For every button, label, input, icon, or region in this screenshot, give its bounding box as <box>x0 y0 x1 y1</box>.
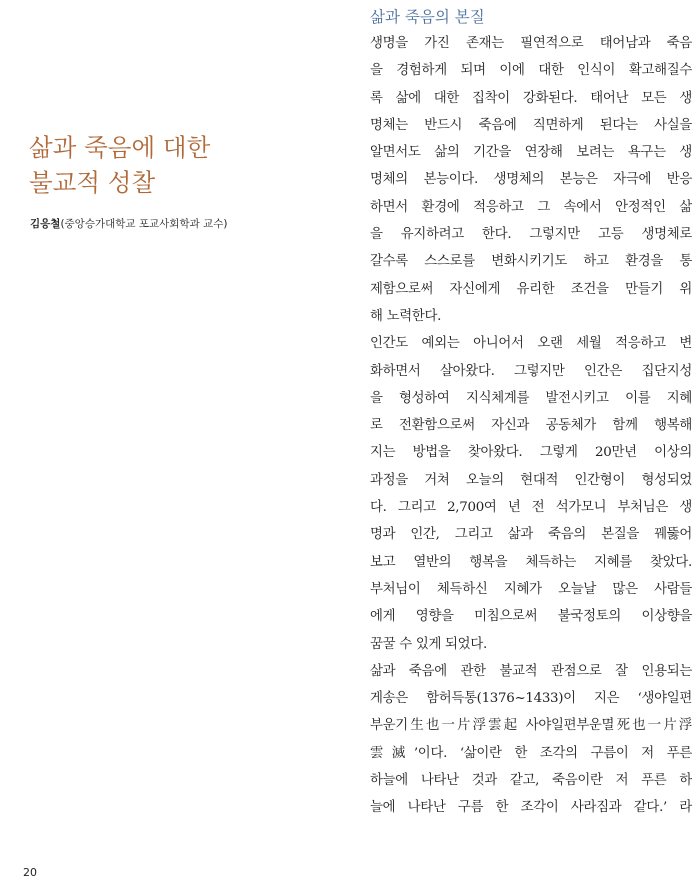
body-line: 에게 영향을 미침으로써 불국정토의 이상향을 <box>370 609 692 625</box>
body-text <box>370 30 692 822</box>
body-line: 화하면서 살아왔다. 그렇지만 인간은 집단지성 <box>370 363 692 379</box>
author-byline <box>30 217 330 231</box>
article-title-line-2: 불교적 성찰 <box>29 168 156 197</box>
body-line: 하면서 환경에 적응하고 그 속에서 안정적인 삶 <box>370 199 692 215</box>
body-line: 雲滅’이다. ‘삶이란 한 조각의 구름이 저 푸른 <box>370 745 692 761</box>
body-line: 명체는 반드시 죽음에 직면하게 된다는 사실을 <box>370 117 692 133</box>
body-line: 명과 인간, 그리고 삶과 죽음의 본질을 꿰뚫어 <box>370 527 692 543</box>
body-line: 게송은 함허득통(1376~1433)이 지은 ‘생야일편 <box>370 691 692 707</box>
body-line: 명체의 본능이다. 생명체의 본능은 자극에 반응 <box>370 172 692 188</box>
author-affiliation: (중앙승가대학교 포교사회학과 교수) <box>60 218 228 230</box>
body-line: 생명을 가진 존재는 필연적으로 태어남과 죽음 <box>370 36 692 51</box>
body-line: 알면서도 삶의 기간을 연장해 보려는 욕구는 생 <box>370 145 692 161</box>
article-title <box>29 130 329 200</box>
body-line: 부운기生也一片浮雲起 사야일편부운멸死也一片浮 <box>370 718 692 734</box>
body-line: 해 노력한다. <box>370 308 442 324</box>
body-line: 하늘에 나타난 것과 같고, 죽음이란 저 푸른 하 <box>370 773 692 789</box>
body-line: 부처님이 체득하신 지혜가 오늘날 많은 사람들 <box>370 581 692 597</box>
body-line: 갈수록 스스로를 변화시키기도 하고 환경을 통 <box>370 254 692 270</box>
page-number: 20 <box>23 866 37 879</box>
body-line: 로 전환함으로써 자신과 공동체가 함께 행복해 <box>370 418 692 434</box>
body-line: 늘에 나타난 구름 한 조각이 사라짐과 같다.’ 라 <box>370 800 692 816</box>
body-line: 과정을 거쳐 오늘의 현대적 인간형이 형성되었 <box>370 472 692 488</box>
body-line: 인간도 예외는 아니어서 오랜 세월 적응하고 변 <box>370 336 692 352</box>
body-line: 을 형성하여 지식체계를 발전시키고 이를 지혜 <box>370 390 692 406</box>
body-line: 보고 열반의 행복을 체득하는 지혜를 찾았다. <box>370 554 692 570</box>
body-line: 제함으로써 자신에게 유리한 조건을 만들기 위 <box>370 281 692 297</box>
body-line: 을 경험하게 되며 이에 대한 인식이 확고해질수 <box>370 63 692 79</box>
body-line: 지는 방법을 찾아왔다. 그렇게 20만년 이상의 <box>370 445 692 461</box>
body-line: 을 유지하려고 한다. 그렇지만 고등 생명체로 <box>370 227 692 243</box>
author-name: 김응철 <box>30 218 61 230</box>
body-line: 록 삶에 대한 집착이 강화된다. 태어난 모든 생 <box>370 90 692 106</box>
section-heading: 삶과 죽음의 본질 <box>370 8 485 26</box>
body-line: 꿈꿀 수 있게 되었다. <box>370 636 487 652</box>
article-title-line-1: 삶과 죽음에 대한 <box>29 133 211 162</box>
body-line: 다. 그리고 2,700여 년 전 석가모니 부처님은 생 <box>370 500 692 516</box>
body-line: 삶과 죽음에 관한 불교적 관점으로 잘 인용되는 <box>370 663 692 679</box>
